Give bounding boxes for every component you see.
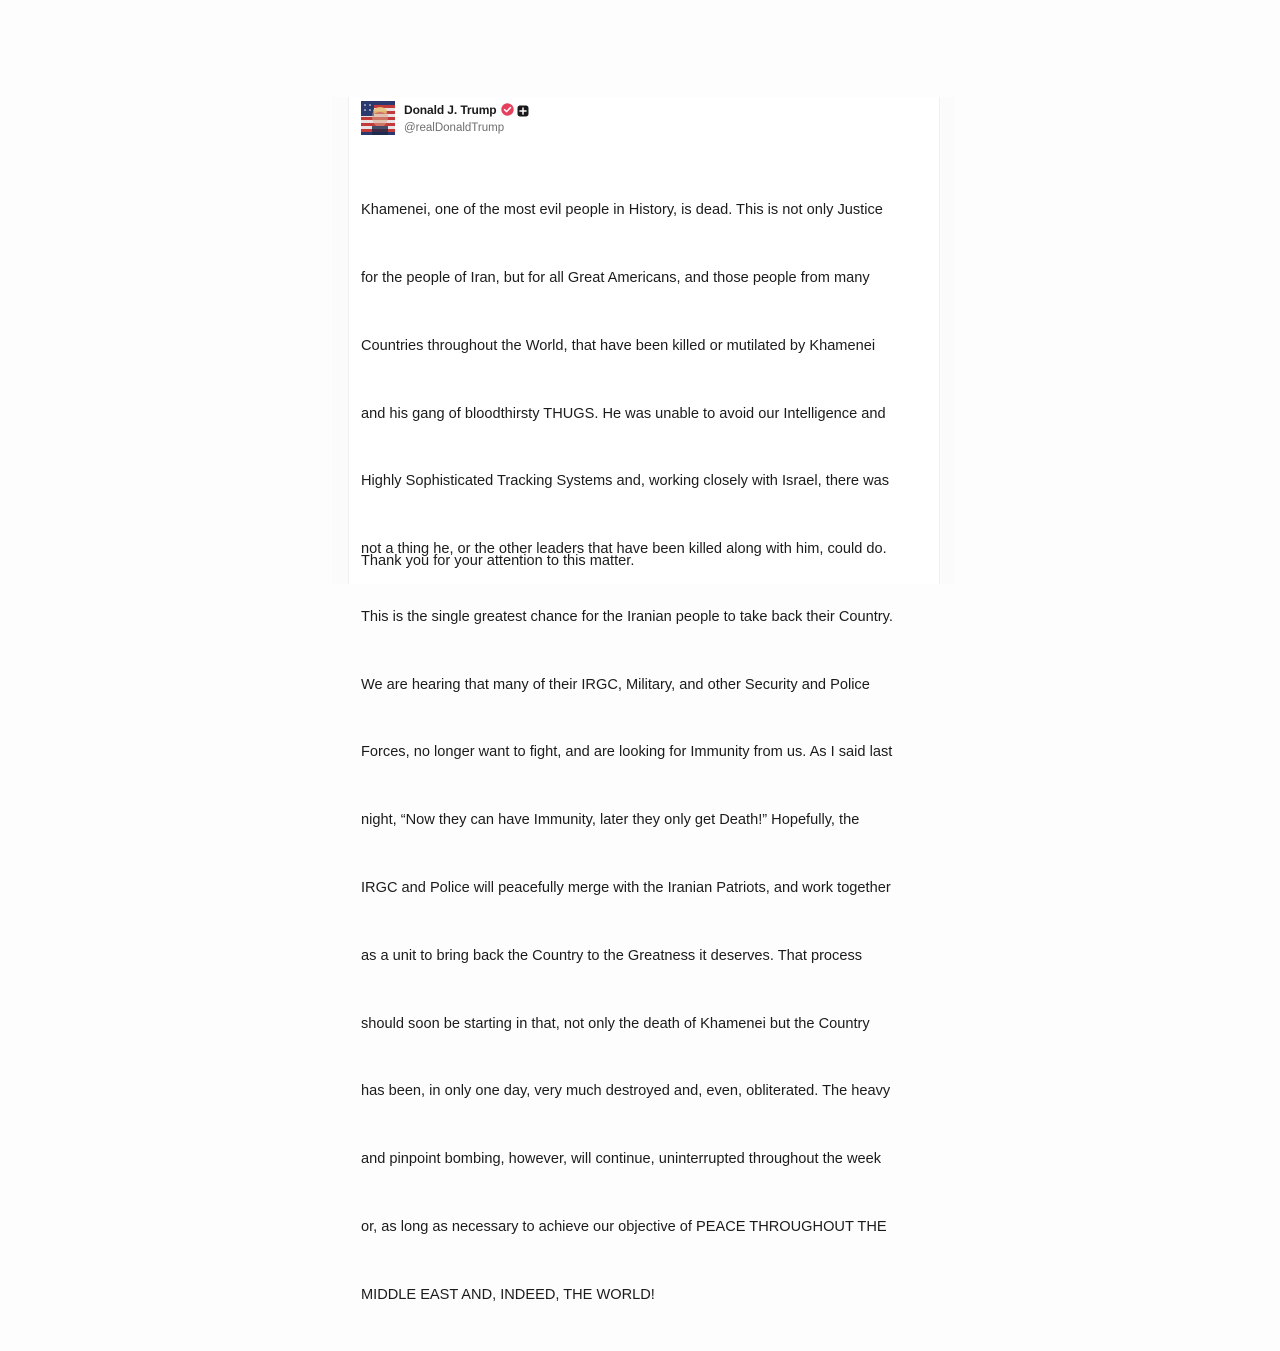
author-display-name[interactable]: Donald J. Trump	[404, 102, 497, 117]
post-closing-paragraph: Thank you for your attention to this matter.	[361, 553, 635, 569]
post-body-line: Forces, no longer want to fight, and are looking for Immunity from us. As I said last	[361, 744, 893, 761]
flag-portrait-avatar-icon	[361, 101, 395, 135]
post-header	[361, 100, 529, 136]
post-body-line: should soon be starting in that, not only the death of Khamenei but the Country	[361, 1015, 870, 1032]
post-body-line: as a unit to bring back the Country to the Greatness it deserves. That process	[361, 947, 863, 964]
post-body-line: night, “Now they can have Immunity, later they only get Death!” Hopefully, the	[361, 812, 860, 829]
left-gutter	[332, 97, 348, 584]
post-body-line: not a thing he, or the other leaders that have been killed along with him, could do.	[361, 541, 887, 558]
post-body-line: has been, in only one day, very much destroyed and, even, obliterated. The heavy	[361, 1083, 891, 1100]
plus-square-icon[interactable]	[517, 104, 529, 116]
verified-badge-icon	[501, 103, 514, 116]
post-body-line: This is the single greatest chance for the Iranian people to take back their Country.	[361, 608, 893, 625]
post-card	[348, 97, 940, 1303]
post-body-line: Khamenei, one of the most evil people in History, is dead. This is not only Justice	[361, 202, 883, 219]
post-body	[361, 154, 936, 1351]
post-body-line: and pinpoint bombing, however, will continue, uninterrupted throughout the week	[361, 1151, 882, 1168]
author-name-row	[404, 101, 529, 119]
post-body-line: for the people of Iran, but for all Great Americans, and those people from many	[361, 269, 870, 286]
right-gutter	[941, 97, 955, 584]
author-avatar[interactable]	[361, 101, 395, 135]
post-body-line: and his gang of bloodthirsty THUGS. He was unable to avoid our Intelligence and	[361, 405, 886, 422]
post-body-line: We are hearing that many of their IRGC, Military, and other Security and Police	[361, 676, 870, 693]
post-body-line: MIDDLE EAST AND, INDEED, THE WORLD!	[361, 1286, 655, 1303]
author-handle[interactable]: @realDonaldTrump	[404, 121, 505, 134]
post-body-line: or, as long as necessary to achieve our objective of PEACE THROUGHOUT THE	[361, 1218, 887, 1235]
post-body-line: Highly Sophisticated Tracking Systems and, working closely with Israel, there was	[361, 473, 890, 490]
post-body-line: Countries throughout the World, that have been killed or mutilated by Khamenei	[361, 337, 876, 354]
post-body-line: IRGC and Police will peacefully merge with the Iranian Patriots, and work together	[361, 880, 891, 896]
author-identity	[404, 101, 529, 136]
